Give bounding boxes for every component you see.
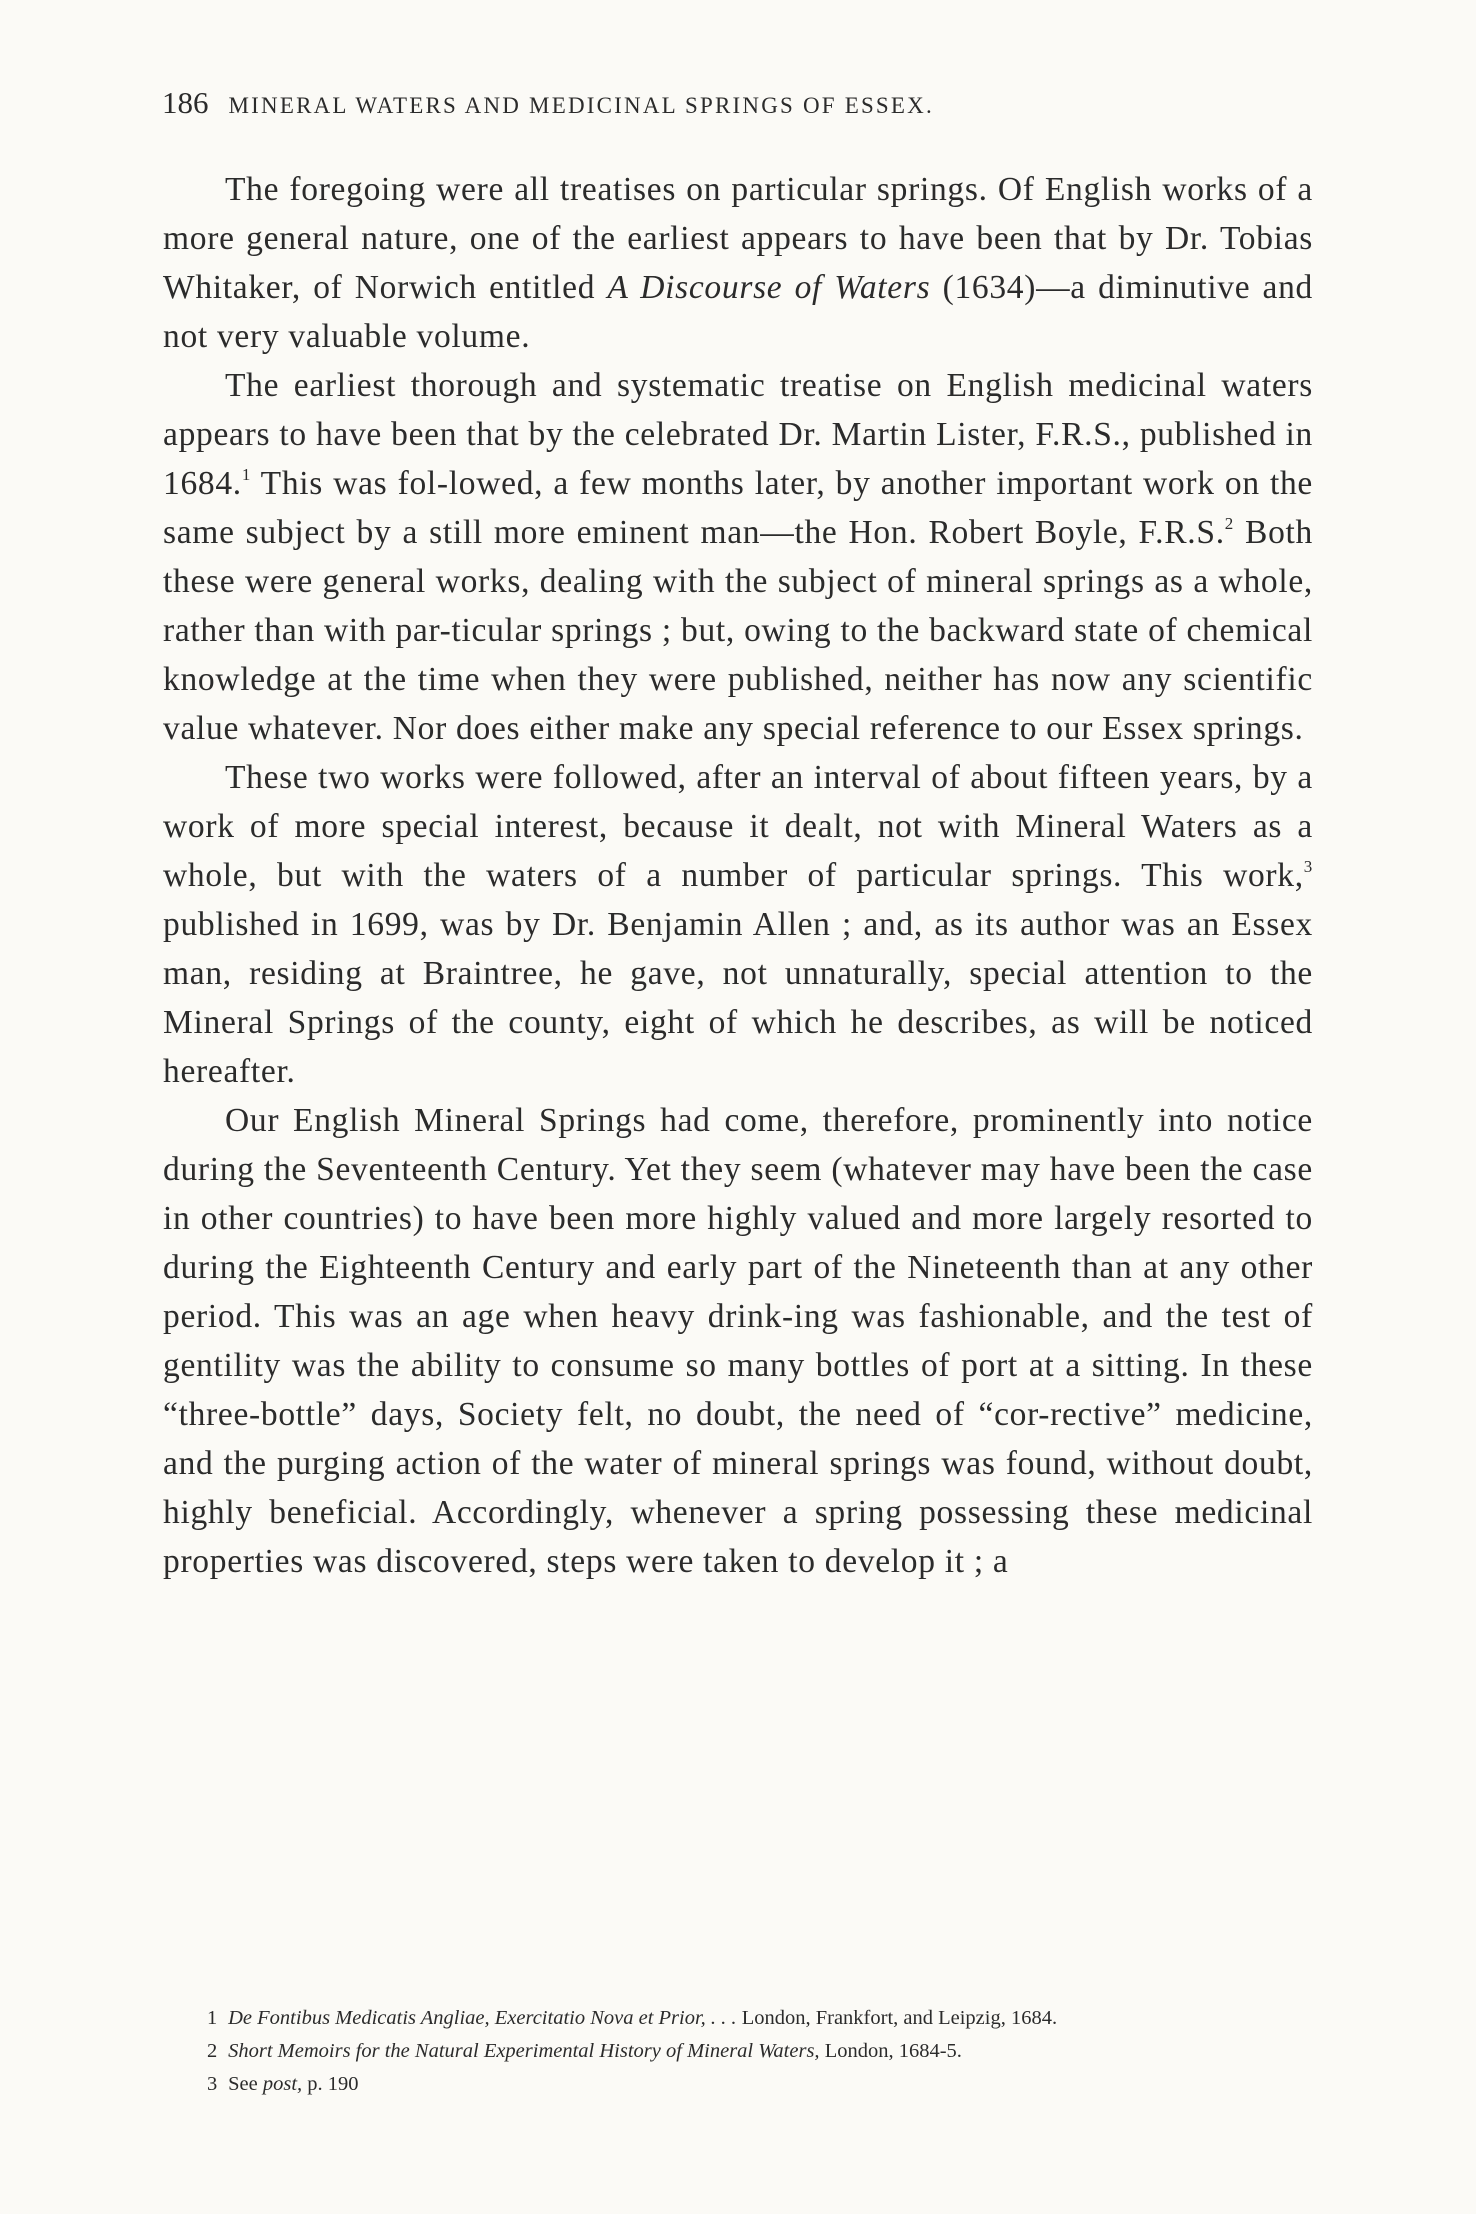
footnote-2 <box>163 2037 1313 2066</box>
footnote-1-title: De Fontibus Medicatis Angliae, Exercitatio Nova et Prior, . . . <box>228 2007 737 2029</box>
paragraph-4 <box>163 1096 1313 1586</box>
paragraph-3-text-a: These two works were followed, after an interval of about fifteen years, by a work of more special interest, because it dealt, not with Mineral Waters as a whole, but with the waters of a number of particular springs. This work, <box>163 759 1313 894</box>
footnote-3-number: 3 <box>207 2073 218 2095</box>
footnote-ref-3[interactable]: 3 <box>1303 857 1313 876</box>
footnote-3-title: post, <box>262 2073 303 2095</box>
footnote-ref-1[interactable]: 1 <box>241 465 252 484</box>
footnote-1 <box>163 2004 1313 2033</box>
footnote-ref-2[interactable]: 2 <box>1224 514 1234 533</box>
footnote-3-pre: See <box>228 2073 263 2095</box>
paragraph-4-text: Our English Mineral Springs had come, therefore, prominently into notice during the Seventeenth Century. Yet they seem (whatever may have been the case in other countries) to have been more highly valued and more largely resorted to during the Eighteenth Century and early part of the Nineteenth than at any other period. This was an age when heavy drink-ing was fashionable, and the test of gentility was the ability to consume so many bottles of port at a sitting. In these “three-bottle” days, Society felt, no doubt, the need of “cor-rective” medicine, and the purging action of the water of mineral springs was found, without doubt, highly beneficial. Accordingly, whenever a spring possessing these medicinal properties was discovered, steps were taken to develop it ; a <box>163 1102 1313 1580</box>
running-header <box>162 86 1312 123</box>
paragraph-2-text-c: Both these were general works, dealing with the subject of mineral springs as a whole, rather than with par-ticular springs ; but, owing to the backward state of chemical knowledge at the time when they were published, neither has now any scientific value whatever. Nor does either make any special reference to our Essex springs. <box>163 514 1314 747</box>
footnote-2-number: 2 <box>207 2040 218 2062</box>
paragraph-2-text-a: The earliest thorough and systematic treatise on English medicinal waters appears to have been that by the celebrated Dr. Martin Lister, F.R.S., published in 1684. <box>163 367 1313 502</box>
paragraph-2 <box>163 361 1313 753</box>
footnote-1-text: London, Frankfort, and Leipzig, 1684. <box>736 2007 1058 2029</box>
footnote-2-text: London, 1684-5. <box>819 2040 962 2062</box>
running-title: MINERAL WATERS AND MEDICINAL SPRINGS OF ESSEX. <box>228 93 934 118</box>
footnote-1-number: 1 <box>207 2007 218 2029</box>
work-title: A Discourse of Waters <box>607 269 931 306</box>
paragraph-3 <box>163 753 1313 1096</box>
footnote-2-title: Short Memoirs for the Natural Experimental History of Mineral Waters, <box>228 2040 820 2062</box>
footnote-3-text: p. 190 <box>302 2073 359 2095</box>
body-text <box>163 165 1313 1586</box>
paragraph-2-text-b: This was fol-lowed, a few months later, by another important work on the same subject by a still more eminent man—the Hon. Robert Boyle, F.R.S. <box>163 465 1313 551</box>
footnotes <box>163 2004 1313 2103</box>
page-number: 186 <box>162 85 209 120</box>
paragraph-3-text-b: published in 1699, was by Dr. Benjamin Allen ; and, as its author was an Essex man, residing at Braintree, he gave, not unnaturally, special attention to the Mineral Springs of the county, eight of which he describes, as will be noticed hereafter. <box>163 906 1313 1090</box>
paragraph-1-text-a: The foregoing were all treatises on particular springs. Of English works of a more general nature, one of the earliest appears to have been that by Dr. Tobias Whitaker, of Norwich entitled <box>163 171 1313 306</box>
paragraph-1 <box>163 165 1313 361</box>
paragraph-1-text-b: (1634)—a diminutive and not very valuable volume. <box>163 269 1313 355</box>
footnote-3 <box>163 2070 1313 2099</box>
